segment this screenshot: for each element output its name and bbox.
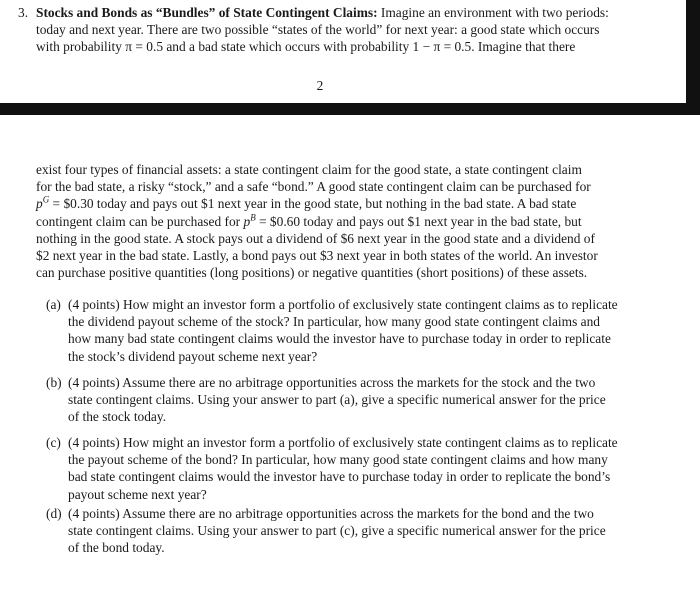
price-good-superscript: G	[42, 194, 50, 205]
body-line-2: for the bad state, a risky “stock,” and a safe “bond.” A good state contingent claim can be purchased for	[36, 179, 591, 195]
part-d-text-1: (4 points) Assume there are no arbitrage opportunities across the markets for the bond and the two	[68, 506, 594, 521]
question-intro	[18, 4, 638, 56]
part-a-line-2: the dividend payout scheme of the stock? In particular, how many good state contingent claims and	[68, 314, 600, 330]
price-bad-superscript: B	[250, 212, 256, 223]
body-line-4	[36, 213, 640, 230]
body-line-3	[36, 195, 640, 212]
part-a-line-4: the stock’s dividend payout scheme next year?	[68, 348, 318, 364]
question-number: 3.	[18, 5, 29, 20]
price-bad-prefix: contingent claim can be purchased for	[36, 213, 244, 229]
part-d-line-3: of the bond today.	[68, 540, 165, 556]
part-d-line-2: state contingent claims. Using your answer to part (c), give a specific numerical answer for the price	[68, 523, 606, 539]
part-a	[46, 296, 640, 365]
part-d	[46, 505, 640, 557]
page-break-divider	[0, 103, 700, 115]
part-b-label: (b)	[46, 375, 62, 390]
part-a-label: (a)	[46, 297, 61, 312]
question-title: Stocks and Bonds as “Bundles” of State Contingent Claims:	[36, 5, 378, 20]
part-b-line-2: state contingent claims. Using your answer to part (a), give a specific numerical answer for the price	[68, 392, 606, 408]
price-good-text: = $0.30 today and pays out $1 next year in the good state, but nothing in the bad state. A bad state	[49, 196, 577, 212]
part-b-line-3: of the stock today.	[68, 409, 167, 425]
intro-text-1: Imagine an environment with two periods:	[380, 5, 609, 20]
part-c-line-2: the payout scheme of the bond? In particular, how many good state contingent claims and how many	[68, 452, 608, 468]
part-b-line-1	[46, 374, 640, 391]
price-bad-text: = $0.60 today and pays out $1 next year in the bad state, but	[255, 213, 582, 229]
part-b-text-1: (4 points) Assume there are no arbitrage opportunities across the markets for the stock and the two	[68, 375, 596, 390]
part-c-line-1	[46, 434, 640, 451]
body-line-7: can purchase positive quantities (long positions) or negative quantities (short positions) of these assets.	[36, 265, 588, 281]
part-c-line-3: bad state contingent claims would the investor have to purchase today in order to replicate the bond’s	[68, 469, 611, 485]
body-line-1: exist four types of financial assets: a state contingent claim for the good state, a state contingent claim	[36, 162, 582, 177]
part-c-label: (c)	[46, 435, 61, 450]
question-body	[36, 161, 640, 281]
price-bad-symbol: p	[243, 213, 251, 229]
page-top	[0, 0, 686, 103]
part-a-line-3: how many bad state contingent claims would the investor have to purchase today in order to replicate	[68, 331, 611, 347]
page-edge-strip	[686, 0, 700, 115]
intro-line-2: today and next year. There are two possible “states of the world” for next year: a good state which occurs	[36, 22, 600, 38]
price-good-symbol: p	[36, 196, 43, 212]
part-a-text-1: (4 points) How might an investor form a portfolio of exclusively state contingent claims as to replicate	[68, 297, 618, 312]
page-number: 2	[316, 78, 324, 93]
intro-line-1	[18, 4, 638, 21]
intro-line-3: with probability π = 0.5 and a bad state which occurs with probability 1 − π = 0.5. Imagine that there	[36, 39, 576, 55]
body-line-6: $2 next year in the bad state. Lastly, a bond pays out $3 next year in both states of the world. An investor	[36, 248, 598, 264]
part-b	[46, 374, 640, 426]
part-d-label: (d)	[46, 506, 62, 521]
body-line-5: nothing in the good state. A stock pays out a dividend of $6 next year in the good state and a dividend of	[36, 230, 595, 246]
part-c-line-4: payout scheme next year?	[68, 486, 207, 502]
part-a-line-1	[46, 296, 640, 313]
part-c-text-1: (4 points) How might an investor form a portfolio of exclusively state contingent claims as to replicate	[68, 435, 618, 450]
part-c	[46, 434, 640, 503]
part-d-line-1	[46, 505, 640, 522]
